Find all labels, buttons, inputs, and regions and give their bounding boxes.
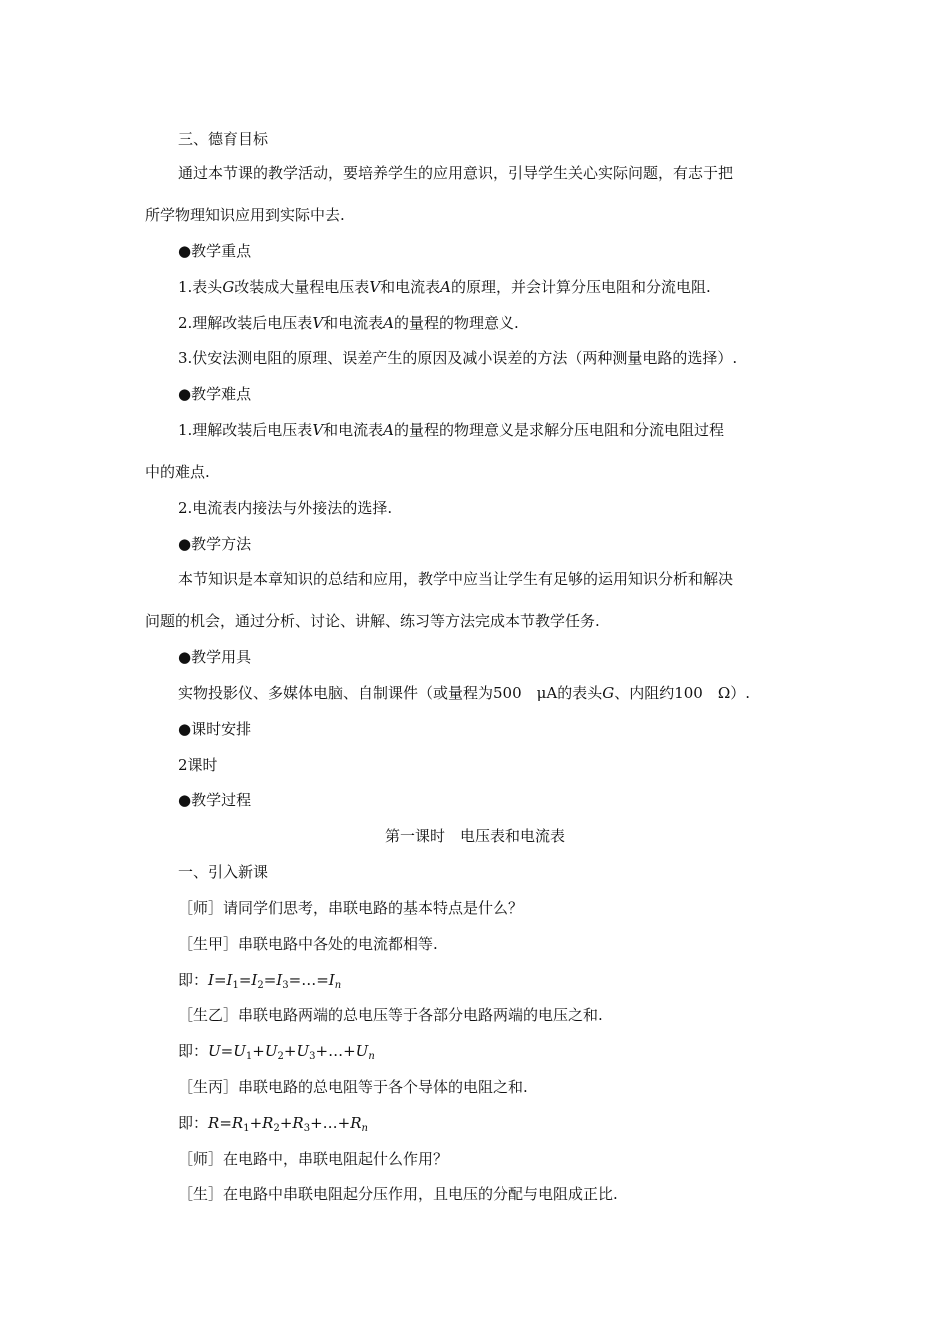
moral-goal-paragraph-line2: 所学物理知识应用到实际中去. (145, 206, 345, 224)
difficult-point-1-line2: 中的难点. (145, 463, 210, 481)
teacher-question-1: ［师］请同学们思考，串联电路的基本特点是什么？ (178, 899, 524, 917)
process-heading: ●教学过程 (178, 791, 252, 809)
schedule-heading: ●课时安排 (178, 720, 252, 738)
tools-paragraph: 实物投影仪、多媒体电脑、自制课件（或量程为500 μA的表头G、内阻约100 Ω）. (178, 684, 751, 702)
current-equation: 即：$I=I_1=I_2=I_3=\dots=I_n$ (178, 971, 342, 991)
key-points-heading: ●教学重点 (178, 242, 252, 260)
method-heading: ●教学方法 (178, 535, 252, 553)
tools-heading: ●教学用具 (178, 648, 252, 666)
moral-goal-heading: 三、德育目标 (178, 130, 269, 148)
student-a-answer: ［生甲］串联电路中各处的电流都相等. (178, 935, 438, 953)
teacher-question-2: ［师］在电路中，串联电阻起什么作用？ (178, 1150, 449, 1168)
difficult-points-heading: ●教学难点 (178, 385, 252, 403)
lesson-title: 第一课时 电压表和电流表 (384, 827, 565, 845)
student-c-answer: ［生丙］串联电路的总电阻等于各个导体的电阻之和. (178, 1078, 528, 1096)
voltage-equation: 即：$U=U_1+U_2+U_3+\dots+U_n$ (178, 1042, 375, 1062)
key-point-1: 1.表头G改装成大量程电压表V和电流表A的原理，并会计算分压电阻和分流电阻. (178, 278, 711, 296)
method-paragraph-line1: 本节知识是本章知识的总结和应用，教学中应当让学生有足够的运用知识分析和解决 (178, 570, 734, 588)
student-b-answer: ［生乙］串联电路两端的总电压等于各部分电路两端的电压之和. (178, 1006, 603, 1024)
key-point-2: 2.理解改装后电压表V和电流表A的量程的物理意义. (178, 314, 519, 332)
method-paragraph-line2: 问题的机会，通过分析、讨论、讲解、练习等方法完成本节教学任务. (145, 612, 600, 630)
key-point-3: 3.伏安法测电阻的原理、误差产生的原因及减小误差的方法（两种测量电路的选择）. (178, 349, 738, 367)
intro-heading: 一、引入新课 (178, 863, 269, 881)
moral-goal-paragraph-line1: 通过本节课的教学活动，要培养学生的应用意识，引导学生关心实际问题，有志于把 (178, 164, 734, 182)
student-final-answer: ［生］在电路中串联电阻起分压作用，且电压的分配与电阻成正比. (178, 1185, 618, 1203)
resistance-equation: 即：$R=R_1+R_2+R_3+\dots+R_n$ (178, 1114, 368, 1134)
schedule-value: 2课时 (178, 756, 218, 774)
difficult-point-2: 2.电流表内接法与外接法的选择. (178, 499, 393, 517)
difficult-point-1-line1: 1.理解改装后电压表V和电流表A的量程的物理意义是求解分压电阻和分流电阻过程 (178, 421, 725, 439)
